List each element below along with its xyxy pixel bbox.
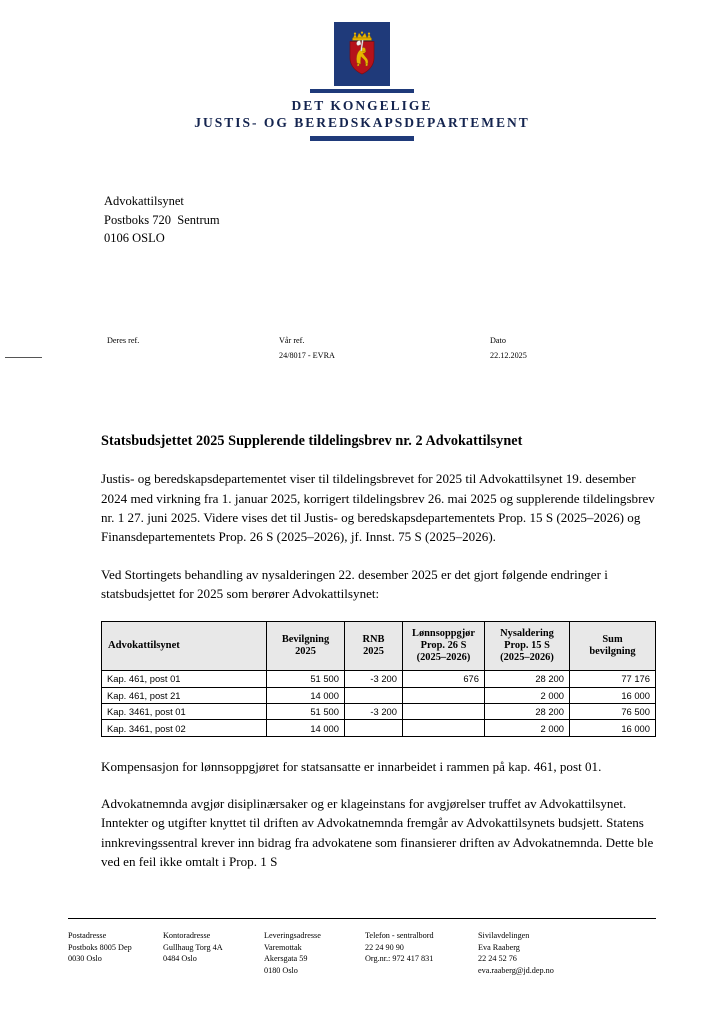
recipient-city: 0106 OSLO [104, 231, 165, 245]
footer-telefon [365, 930, 475, 965]
cell-nysaldering: 2 000 [485, 720, 570, 736]
table-row [102, 671, 656, 687]
cell-bevilgning: 51 500 [267, 704, 345, 720]
page-title: Statsbudsjettet 2025 Supplerende tildelingsbrev nr. 2 Advokattilsynet [101, 433, 523, 449]
footer-orgnr-line: Org.nr.: 972 417 831 [365, 954, 434, 964]
dato-value: 22.12.2025 [490, 350, 527, 360]
header-rnb-line2: 2025 [363, 646, 384, 658]
footer-contact-name: Eva Raaberg [478, 942, 520, 952]
cell-nysaldering: 2 000 [485, 687, 570, 703]
norwegian-coat-of-arms-icon [346, 31, 378, 75]
cell-lonnsoppgjor [403, 687, 485, 703]
footer-leveringsadresse-line2: Akersgata 59 [264, 954, 308, 964]
header-entity-name: Advokattilsynet [102, 622, 267, 671]
dato-label: Dato [490, 336, 506, 345]
footer-leveringsadresse-line3: 0180 Oslo [264, 965, 298, 975]
budget-table-body [102, 671, 656, 737]
footer-kontoradresse [163, 930, 263, 965]
cell-lonnsoppgjor [403, 720, 485, 736]
header-lonnsoppgjor [403, 622, 485, 671]
document-body [101, 432, 655, 889]
footer-kontoradresse-title: Kontoradresse [163, 931, 211, 940]
row-label: Kap. 461, post 01 [102, 671, 267, 687]
cell-rnb: -3 200 [345, 704, 403, 720]
cell-bevilgning: 51 500 [267, 671, 345, 687]
logo-text-line2: JUSTIS- OG BEREDSKAPSDEPARTEMENT [194, 114, 530, 130]
footer-leveringsadresse-title: Leveringsadresse [264, 931, 321, 940]
footer-sivilavdelingen [478, 930, 668, 976]
footer-contact-email: eva.raaberg@jd.dep.no [478, 965, 554, 975]
recipient-address [104, 192, 220, 248]
header-sum-bevilgning [570, 622, 656, 671]
cell-sum: 16 000 [570, 687, 656, 703]
recipient-name: Advokattilsynet [104, 194, 184, 208]
header-rnb-line1: RNB [362, 633, 385, 645]
footer-contact-phone: 22 24 52 76 [478, 954, 517, 964]
logo-text-line1: DET KONGELIGE [291, 98, 433, 113]
crest-blue-band [334, 22, 390, 86]
row-label: Kap. 3461, post 01 [102, 704, 267, 720]
footer-avdeling-title: Sivilavdelingen [478, 931, 530, 940]
logo-rule-top [310, 89, 414, 93]
header-bevilgning [267, 622, 345, 671]
deres-ref-column [107, 335, 139, 350]
header-sum-line2: bevilgning [589, 646, 636, 658]
footer-postadresse-title: Postadresse [68, 931, 107, 940]
footer-kontoradresse-line2: 0484 Oslo [163, 954, 197, 964]
cell-lonnsoppgjor [403, 704, 485, 720]
table-row [102, 704, 656, 720]
recipient-street: Postboks 720 Sentrum [104, 212, 220, 227]
cell-bevilgning: 14 000 [267, 687, 345, 703]
table-header-row [102, 622, 656, 671]
footer-telefon-title: Telefon - sentralbord [365, 931, 434, 940]
header-nysaldering-line2: Prop. 15 S [504, 640, 550, 652]
cell-nysaldering: 28 200 [485, 671, 570, 687]
footer-postadresse [68, 930, 163, 965]
footer-postadresse-line1: Postboks 8005 Dep [68, 942, 132, 952]
header-sum-line1: Sum [602, 633, 623, 645]
var-ref-column [279, 335, 335, 362]
paragraph-1: Justis- og beredskapsdepartementet viser til tildelingsbrevet for 2025 til Advokattilsynet 19. desember 2024 med virkning fra 1. januar 2025, korrigert tildelingsbrev 26. mai 2025 og supplerende tildelingsbrev nr. 1 27. juni 2025. Videre vises det til Justis- og beredskapsdepartementets Prop. 15 S (2025–2026) og Finansdepartementets Prop. 26 S (2025–2026), jf. Innst. 75 S (2025–2026). [101, 471, 655, 545]
cell-lonnsoppgjor: 676 [403, 671, 485, 687]
footer-leveringsadresse-line1: Varemottak [264, 942, 302, 952]
cell-sum: 76 500 [570, 704, 656, 720]
paragraph-3: Kompensasjon for lønnsoppgjøret for statsansatte er innarbeidet i rammen på kap. 461, post 01. [101, 758, 602, 774]
fold-mark [5, 357, 42, 358]
budget-table-header [102, 622, 656, 671]
header-bevilgning-line2: 2025 [295, 646, 316, 658]
row-label: Kap. 3461, post 02 [102, 720, 267, 736]
letterhead [0, 22, 724, 141]
header-nysaldering [485, 622, 570, 671]
paragraph-4: Advokatnemnda avgjør disiplinærsaker og er klageinstans for avgjørelser truffet av Advokattilsynet. Inntekter og utgifter knyttet til driften av Advokatnemnda fremgår av Advokattilsynets budsjett. Statens innkrevingssentral krever inn bidrag fra advokatene som finansierer driften av Advokatnemnda. Dette ble ved en feil ikke omtalt i Prop. 1 S [101, 796, 654, 869]
footer-kontoradresse-line1: Gullhaug Torg 4A [163, 942, 223, 952]
header-lonnsoppgjor-line1: Lønnsoppgjør [412, 627, 475, 639]
row-label: Kap. 461, post 21 [102, 687, 267, 703]
footer-divider [68, 918, 656, 919]
header-lonnsoppgjor-line3: (2025–2026) [416, 652, 471, 664]
footer-postadresse-line2: 0030 Oslo [68, 954, 102, 964]
header-bevilgning-line1: Bevilgning [281, 633, 330, 645]
footer-telefon-line1: 22 24 90 90 [365, 942, 404, 952]
logo-rule-bottom [310, 136, 414, 141]
cell-rnb [345, 720, 403, 736]
cell-sum: 77 176 [570, 671, 656, 687]
table-row [102, 687, 656, 703]
budget-table [101, 621, 656, 737]
cell-sum: 16 000 [570, 720, 656, 736]
cell-bevilgning: 14 000 [267, 720, 345, 736]
header-nysaldering-line1: Nysaldering [500, 627, 554, 639]
paragraph-2: Ved Stortingets behandling av nysalderingen 22. desember 2025 er det gjort følgende endringer i statsbudsjettet for 2025 som berører Advokattilsynet: [101, 566, 608, 601]
var-ref-label: Vår ref. [279, 336, 305, 345]
footer-leveringsadresse [264, 930, 364, 976]
cell-nysaldering: 28 200 [485, 704, 570, 720]
var-ref-value: 24/8017 - EVRA [279, 350, 335, 360]
deres-ref-label: Deres ref. [107, 336, 140, 345]
header-lonnsoppgjor-line2: Prop. 26 S [420, 640, 467, 652]
header-rnb [345, 622, 403, 671]
header-nysaldering-line3: (2025–2026) [500, 652, 554, 664]
cell-rnb [345, 687, 403, 703]
cell-rnb: -3 200 [345, 671, 403, 687]
dato-column [490, 335, 527, 362]
table-row [102, 720, 656, 736]
